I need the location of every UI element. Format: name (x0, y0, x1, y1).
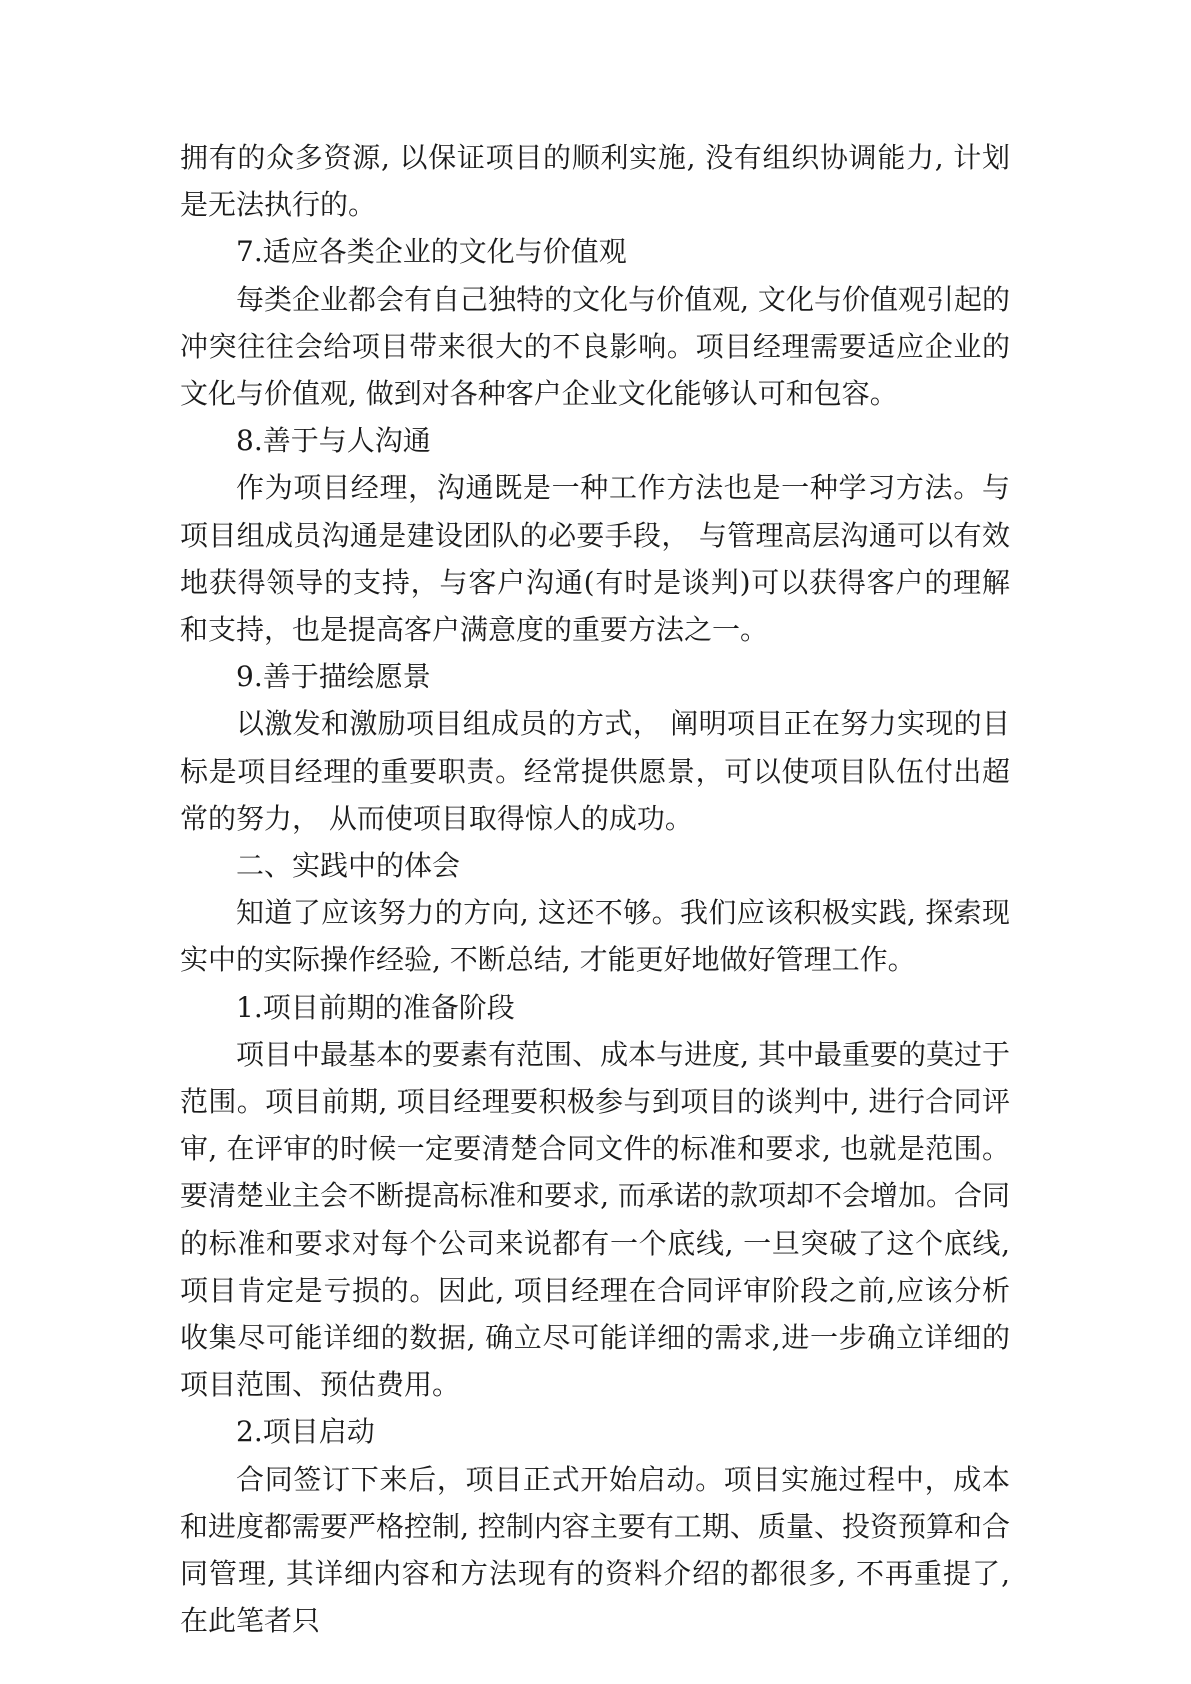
section-heading-2: 2.项目启动 (236, 1415, 375, 1449)
paragraph-communication: 作为项目经理，沟通既是一种工作方法也是一种学习方法。与项目组成员沟通是建设团队的必要手段， 与管理高层沟通可以有效地获得领导的支持，与客户沟通(有时是谈判)可以获得客户的理解和支持，也是提高客户满意度的重要方法之一。 (180, 471, 1010, 647)
section-heading-practice: 二、实践中的体会 (236, 849, 461, 883)
section-heading-9: 9.善于描绘愿景 (236, 660, 431, 694)
section-heading-7: 7.适应各类企业的文化与价值观 (236, 235, 627, 269)
paragraph-practice: 知道了应该努力的方向, 这还不够。我们应该积极实践, 探索现实中的实际操作经验, 不断总结, 才能更好地做好管理工作。 (180, 896, 1010, 977)
paragraph-continued: 拥有的众多资源, 以保证项目的顺利实施, 没有组织协调能力, 计划是无法执行的。 (180, 141, 1010, 222)
document-body (180, 134, 1010, 1645)
section-heading-1: 1.项目前期的准备阶段 (236, 990, 515, 1024)
section-heading-8: 8.善于与人沟通 (236, 424, 431, 458)
paragraph-vision: 以激发和激励项目组成员的方式， 阐明项目正在努力实现的目标是项目经理的重要职责。经常提供愿景，可以使项目队伍付出超常的努力， 从而使项目取得惊人的成功。 (180, 707, 1010, 835)
paragraph-culture-values: 每类企业都会有自己独特的文化与价值观, 文化与价值观引起的冲突往往会给项目带来很大的不良影响。项目经理需要适应企业的文化与价值观, 做到对各种客户企业文化能够认可和包容。 (180, 282, 1010, 411)
paragraph-preparation: 项目中最基本的要素有范围、成本与进度, 其中最重要的莫过于范围。项目前期, 项目经理要积极参与到项目的谈判中, 进行合同评审, 在评审的时候一定要清楚合同文件的标准和要求, 也就是范围。要清楚业主会不断提高标准和要求, 而承诺的款项却不会增加。合同的标准和要求对每个公司来说都有一个底线, 一旦突破了这个底线,项目肯定是亏损的。因此, 项目经理在合同评审阶段之前,应该分析收集尽可能详细的数据, 确立尽可能详细的需求,进一步确立详细的项目范围、预估费用。 (180, 1037, 1010, 1402)
paragraph-project-start: 合同签订下来后，项目正式开始启动。项目实施过程中，成本和进度都需要严格控制, 控制内容主要有工期、质量、投资预算和合同管理, 其详细内容和方法现有的资料介绍的都很多, 不再重提了, 在此笔者只 (180, 1462, 1010, 1638)
